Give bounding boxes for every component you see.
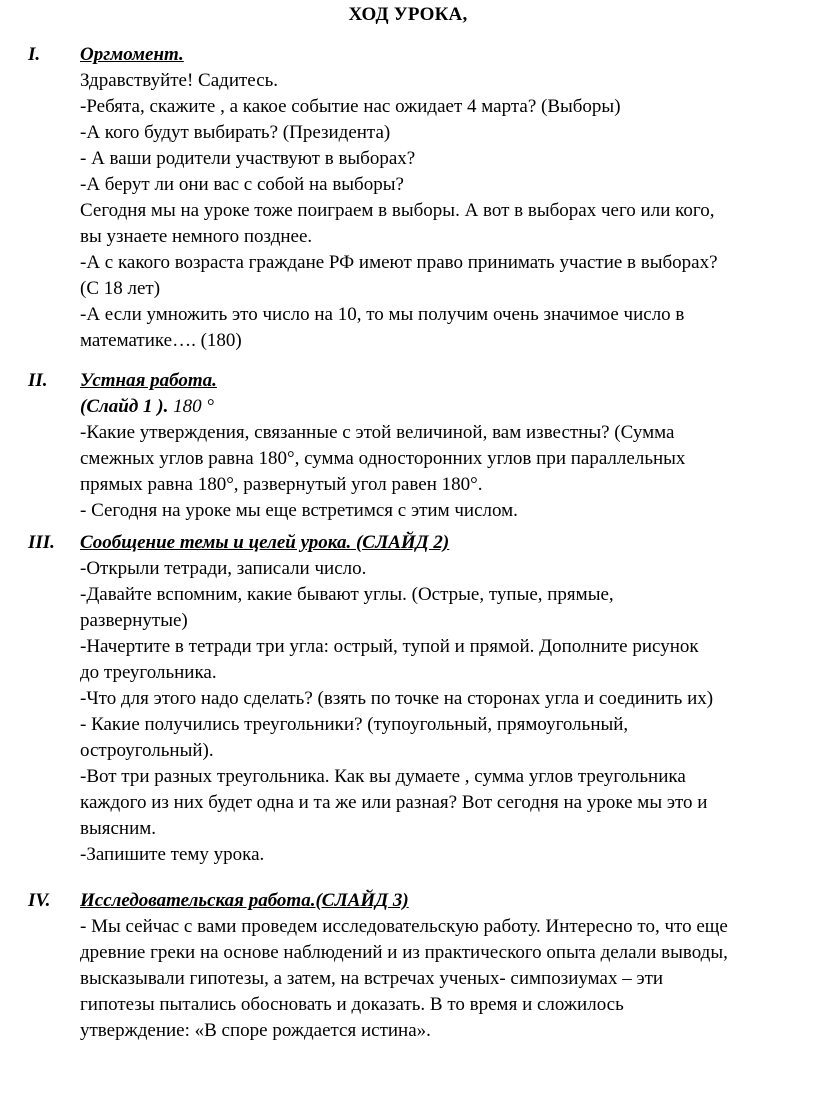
text-line: развернутые): [80, 610, 188, 631]
text-line: выясним.: [80, 818, 157, 839]
text-line: смежных углов равна 180°, сумма односторонних углов при параллельных: [80, 448, 686, 469]
text-line: -Давайте вспомним, какие бывают углы. (Острые, тупые, прямые,: [80, 584, 614, 605]
section-number: IV.: [28, 890, 51, 911]
text-line: утверждение: «В споре рождается истина».: [80, 1020, 431, 1041]
slide-reference: [80, 394, 796, 420]
slide-value: 180 °: [168, 396, 214, 417]
section-heading: Оргмомент.: [80, 44, 184, 65]
text-line: каждого из них будет одна и та же или разная? Вот сегодня на уроке мы это и: [80, 792, 708, 813]
section-heading: Исследовательская работа.(СЛАЙД 3): [80, 890, 409, 911]
text-line: -А с какого возраста граждане РФ имеют право принимать участие в выборах?: [80, 252, 718, 273]
text-line: прямых равна 180°, развернутый угол равен 180°.: [80, 474, 483, 495]
section-number: I.: [28, 44, 41, 65]
section-body: [80, 530, 796, 868]
text-line: -А кого будут выбирать? (Президента): [80, 122, 391, 143]
text-line: -Какие утверждения, связанные с этой величиной, вам известны? (Сумма: [80, 422, 675, 443]
text-line: Сегодня мы на уроке тоже поиграем в выборы. А вот в выборах чего или кого,: [80, 200, 715, 221]
slide-label: (Слайд 1 ).: [80, 396, 169, 417]
text-line: вы узнаете немного позднее.: [80, 226, 313, 247]
text-line: до треугольника.: [80, 662, 217, 683]
text-line: -Вот три разных треугольника. Как вы думаете , сумма углов треугольника: [80, 766, 686, 787]
section-number: III.: [28, 532, 55, 553]
section-number: II.: [28, 370, 48, 391]
text-line: - А ваши родители участвуют в выборах?: [80, 148, 416, 169]
text-line: математике…. (180): [80, 330, 242, 351]
text-line: -А если умножить это число на 10, то мы получим очень значимое число в: [80, 304, 685, 325]
text-line: остроугольный).: [80, 740, 214, 761]
section-body: [80, 368, 796, 524]
section-body: [80, 888, 796, 1044]
text-line: -Что для этого надо сделать? (взять по точке на сторонах угла и соединить их): [80, 688, 714, 709]
text-line: -Запишите тему урока.: [80, 844, 265, 865]
text-line: -А берут ли они вас с собой на выборы?: [80, 174, 404, 195]
text-line: высказывали гипотезы, а затем, на встречах ученых- симпозиумах – эти: [80, 968, 664, 989]
text-line: -Ребята, скажите , а какое событие нас ожидает 4 марта? (Выборы): [80, 96, 621, 117]
text-line: Здравствуйте! Садитесь.: [80, 70, 279, 91]
text-line: - Мы сейчас с вами проведем исследовательскую работу. Интересно то, что еще: [80, 916, 728, 937]
text-line: - Сегодня на уроке мы еще встретимся с этим числом.: [80, 500, 518, 521]
section-body: [80, 42, 796, 354]
text-line: (С 18 лет): [80, 278, 161, 299]
document-title: ХОД УРОКА,: [348, 4, 468, 25]
text-line: -Открыли тетради, записали число.: [80, 558, 367, 579]
text-line: -Начертите в тетради три угла: острый, тупой и прямой. Дополните рисунок: [80, 636, 699, 657]
text-line: гипотезы пытались обосновать и доказать. В то время и сложилось: [80, 994, 624, 1015]
text-line: - Какие получились треугольники? (тупоугольный, прямоугольный,: [80, 714, 629, 735]
section-heading: Устная работа.: [80, 370, 217, 391]
text-line: древние греки на основе наблюдений и из практического опыта делали выводы,: [80, 942, 728, 963]
section-heading: Сообщение темы и целей урока. (СЛАЙД 2): [80, 532, 450, 553]
